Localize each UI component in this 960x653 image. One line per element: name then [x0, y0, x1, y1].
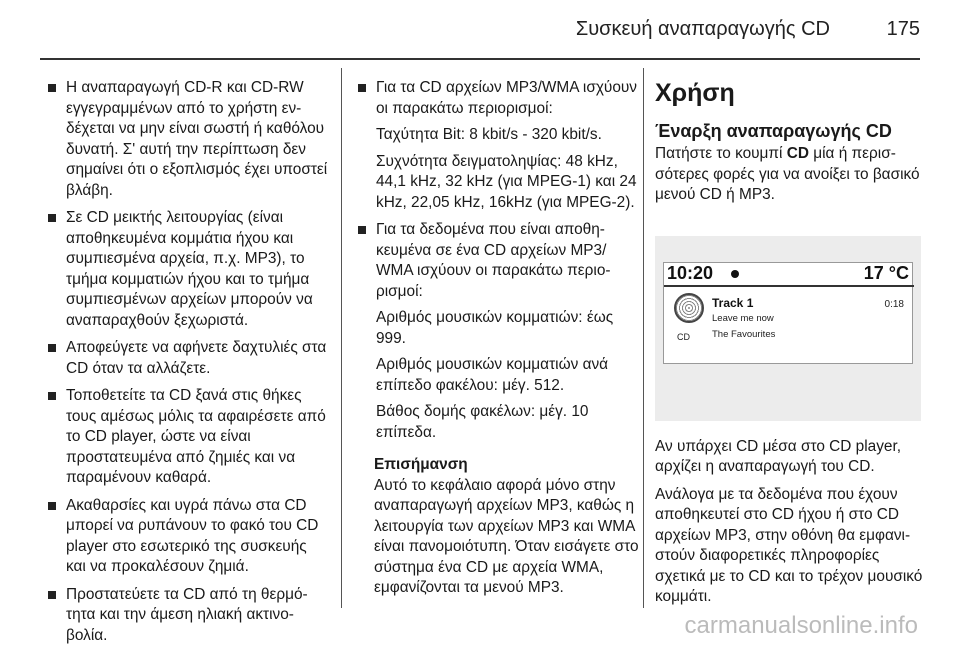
display-screen: [663, 262, 913, 364]
sub-paragraph: Αριθμός μουσικών κομματιών ανά επίπεδο φακέλου: μέγ. 512.: [376, 356, 609, 394]
cd-disc-icon: [674, 293, 704, 323]
running-header-title: Συσκευή αναπαραγωγής CD: [575, 18, 830, 40]
display-illustration: [655, 236, 921, 421]
paragraph-playback: Αν υπάρχει CD μέσα στο CD player, αρχίζει η αναπαραγωγή του CD.: [655, 437, 902, 475]
column-left: [46, 78, 328, 653]
list-item: [356, 220, 642, 443]
watermark: carmanualsonline.info: [684, 612, 918, 639]
status-dot-icon: [731, 270, 739, 278]
note-heading: Επισήμανση: [374, 456, 468, 473]
clock: 10:20: [667, 262, 714, 283]
column-right: [655, 78, 925, 615]
mp3-restrictions-list: [356, 78, 642, 443]
list-item: Αποφεύγετε να αφήνετε δαχτυλιές στα CD όταν τα αλλάζετε.: [46, 338, 328, 379]
column-divider-1: [341, 68, 342, 608]
bullet-text: Για τα CD αρχείων MP3/WMA ισχύουν οι παρακάτω περιορισμοί:: [376, 79, 637, 117]
source-label: CD: [677, 331, 690, 342]
page-number: 175: [886, 18, 920, 40]
note-text: Αυτό το κεφάλαιο αφορά μόνο στην αναπαραγωγή αρχείων MP3, καθώς η λειτουργία των αρχείων MP3 και WMA είναι πανομοιότυπη. Όταν εισάγετε στο σύστημα ένα CD με αρχεία WMA, εμφανίζονται τα μενού MP3.: [374, 476, 639, 596]
sub-paragraph: Ταχύτητα Bit: 8 kbit/s - 320 kbit/s.: [376, 126, 602, 143]
section-title: Χρήση: [655, 79, 735, 107]
cd-care-list: [46, 78, 328, 646]
list-item: Ακαθαρσίες και υγρά πάνω στα CD μπορεί να ρυπάνουν το φακό του CD player στο εσωτερικό της συσκευής και να προκαλέσουν ζημιά.: [46, 496, 328, 578]
album-name: The Favourites: [712, 328, 776, 340]
note-block: [356, 455, 642, 599]
column-middle: [356, 78, 642, 599]
track-title: Track 1: [712, 295, 754, 310]
paragraph-display-info: Ανάλογα με τα δεδομένα που έχουν αποθηκευτεί στο CD ήχου ή στο CD αρχείων MP3, στην οθόνη θα εμφανιστούν διαφορετικές πληροφορίες σχετικά με το CD και το τρέχον μουσικό κομμάτι.: [655, 485, 923, 605]
sub-paragraph: Βάθος δομής φακέλων: μέγ. 10 επίπεδα.: [376, 403, 589, 441]
sub-paragraph: Αριθμός μουσικών κομματιών: έως 999.: [376, 309, 614, 347]
list-item: Τοποθετείτε τα CD ξανά στις θήκες τους αμέσως μόλις τα αφαιρέσετε από το CD player, ώστε να είναι προστατευμένα από ζημιές και να παραμένουν καθαρά.: [46, 386, 328, 489]
subsection-title: Έναρξη αναπαραγωγής CD: [655, 121, 892, 141]
temperature: 17 °C: [863, 262, 909, 283]
list-item: Σε CD μεικτής λειτουργίας (είναι αποθηκευμένα κομμάτια ήχου και συμπιεσμένα αρχεία, π.χ. MP3), το τμήμα κομματιών ήχου και το τμήμα συμπιεσμένων αρχείων μπορούν να αναπαραχθούν ξεχωριστά.: [46, 208, 328, 331]
text: μία ή περισσότερες φορές για να ανοίξει το βασικό μενού CD ή MP3.: [655, 145, 920, 203]
list-item: [356, 78, 642, 213]
text: Πατήστε το κουμπί: [655, 145, 787, 162]
sub-paragraph: Συχνότητα δειγματοληψίας: 48 kHz, 44,1 kHz, 32 kHz (για MPEG-1) και 24 kHz, 22,05 kHz, 16kHz (για MPEG-2).: [376, 152, 637, 211]
elapsed-time: 0:18: [884, 298, 904, 310]
track-name: Leave me now: [712, 312, 774, 324]
list-item: Προστατεύετε τα CD από τη θερμότητα και την άμεση ηλιακή ακτινοβολία.: [46, 585, 328, 647]
column-divider-2: [643, 68, 644, 608]
display-divider: [664, 285, 914, 287]
cd-button-label: CD: [786, 145, 809, 162]
list-item: Η αναπαραγωγή CD-R και CD-RW εγγεγραμμένων από το χρήστη ενδέχεται να μην είναι σωστή ή καθόλου δυνατή. Σ' αυτή την περίπτωση δεν σημαίνει ότι ο εξοπλισμός έχει υποστεί βλάβη.: [46, 78, 328, 201]
bullet-text: Για τα δεδομένα που είναι αποθηκευμένα σε ένα CD αρχείων MP3/ WMA ισχύουν οι παρακάτω περιορισμοί:: [376, 221, 611, 300]
header-rule: [40, 58, 920, 60]
paragraph-cd-button: [655, 144, 925, 206]
